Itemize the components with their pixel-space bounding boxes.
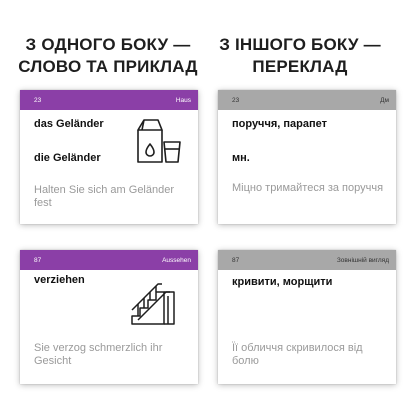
flashcard-front-gelaender[interactable] [20, 90, 198, 224]
heading-back-side [196, 34, 404, 78]
card-category: Дм [380, 96, 389, 104]
card-word: das Geländer [34, 118, 104, 130]
card-number: 23 [34, 96, 42, 104]
milk-carton-glass-icon [132, 116, 184, 173]
card-number: 87 [34, 256, 42, 264]
flashcard-front-verziehen[interactable] [20, 250, 198, 384]
card-number: 87 [232, 256, 240, 264]
card-translation: кривити, морщити [232, 276, 333, 288]
card-header-bar [20, 250, 198, 270]
card-header-bar [218, 250, 396, 270]
staircase-railing-icon [128, 280, 178, 333]
heading-front-side [4, 34, 212, 78]
card-translation: поруччя, парапет [232, 118, 327, 130]
card-header-bar [218, 90, 396, 110]
card-header-bar [20, 90, 198, 110]
card-example: Sie verzog schmerzlich ihr Gesicht [34, 342, 163, 367]
flashcard-back-poruchchia[interactable] [218, 90, 396, 224]
card-category: Haus [175, 96, 191, 104]
card-word: verziehen [34, 274, 85, 286]
heading-back-line-2: ПЕРЕКЛАД [252, 57, 348, 76]
heading-front-line-2: СЛОВО ТА ПРИКЛАД [18, 57, 198, 76]
heading-back-line-1: З ІНШОГО БОКУ — [219, 35, 381, 54]
card-category: Зовнішній вигляд [336, 256, 389, 264]
flashcard-back-kryvyty[interactable] [218, 250, 396, 384]
card-word-plural: die Geländer [34, 152, 101, 164]
card-example: Міцно тримайтеся за поруччя [232, 182, 384, 194]
card-example: Halten Sie sich am Geländer fest [34, 184, 175, 209]
card-grammar-note: мн. [232, 152, 250, 164]
heading-front-line-1: З ОДНОГО БОКУ — [25, 35, 191, 54]
card-example: Її обличчя скривилося від болю [232, 342, 363, 367]
card-category: Aussehen [162, 256, 191, 264]
card-number: 23 [232, 96, 240, 104]
